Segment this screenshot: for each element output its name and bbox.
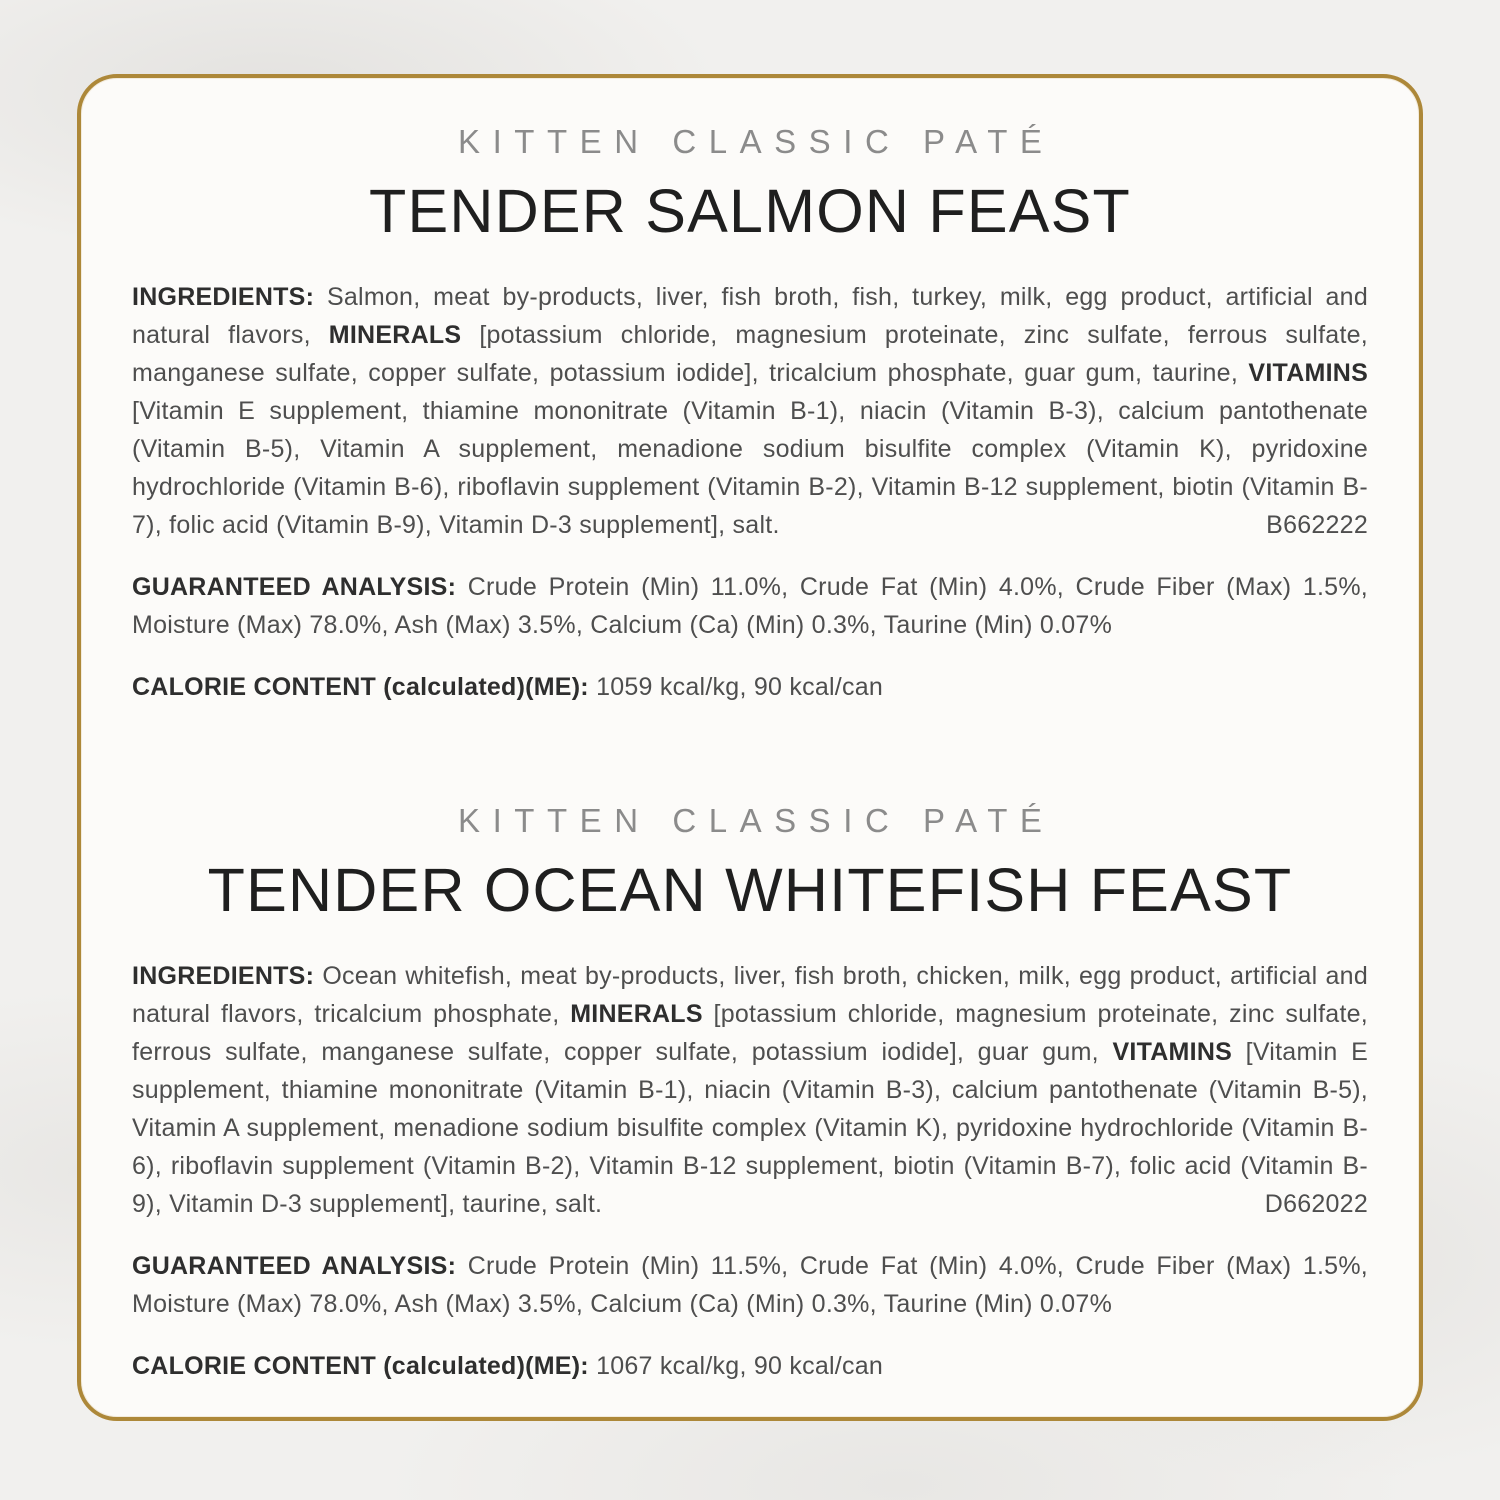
ingredients-paragraph xyxy=(132,278,1368,544)
calorie-content-text: CALORIE CONTENT (calculated)(ME): 1067 kcal/kg, 90 kcal/can xyxy=(132,1352,884,1380)
ingredients-text: INGREDIENTS: Ocean whitefish, meat by-products, liver, fish broth, chicken, milk, egg product, artificial and natural flavors, tricalcium phosphate, MINERALS [potassium chloride, magnesium proteinate, zinc sulfate, ferrous sulfate, manganese sulfate, copper sulfate, potassium iodide], guar gum, VITAMINS [Vitamin E supplement, thiamine mononitrate (Vitamin B-1), niacin (Vitamin B-3), calcium pantothenate (Vitamin B-5), Vitamin A supplement, menadione sodium bisulfite complex (Vitamin K), pyridoxine hydrochloride (Vitamin B-6), riboflavin supplement (Vitamin B-2), Vitamin B-12 supplement, biotin (Vitamin B-7), folic acid (Vitamin B-9), Vitamin D-3 supplement], taurine, salt. xyxy=(132,962,1368,1218)
guaranteed-analysis-paragraph xyxy=(132,1247,1368,1323)
guaranteed-analysis-paragraph xyxy=(132,568,1368,644)
batch-code: D662022 xyxy=(1264,1190,1368,1218)
ingredients-text: INGREDIENTS: Salmon, meat by-products, liver, fish broth, fish, turkey, milk, egg product, artificial and natural flavors, MINERALS [potassium chloride, magnesium proteinate, zinc sulfate, ferrous sulfate, manganese sulfate, copper sulfate, potassium iodide], tricalcium phosphate, guar gum, taurine, VITAMINS [Vitamin E supplement, thiamine mononitrate (Vitamin B-1), niacin (Vitamin B-3), calcium pantothenate (Vitamin B-5), Vitamin A supplement, menadione sodium bisulfite complex (Vitamin K), pyridoxine hydrochloride (Vitamin B-6), riboflavin supplement (Vitamin B-2), Vitamin B-12 supplement, biotin (Vitamin B-7), folic acid (Vitamin B-9), Vitamin D-3 supplement], salt. xyxy=(132,283,1368,539)
batch-code: B662222 xyxy=(1266,511,1368,539)
guaranteed-analysis-text: GUARANTEED ANALYSIS: Crude Protein (Min) 11.5%, Crude Fat (Min) 4.0%, Crude Fiber (Max) 1.5%, Moisture (Max) 78.0%, Ash (Max) 3.5%, Calcium (Ca) (Min) 0.3%, Taurine (Min) 0.07% xyxy=(132,1252,1368,1318)
product-section-whitefish xyxy=(132,801,1368,1385)
calorie-content-text: CALORIE CONTENT (calculated)(ME): 1059 kcal/kg, 90 kcal/can xyxy=(132,673,884,701)
product-title: TENDER SALMON FEAST xyxy=(368,177,1132,245)
product-line-kicker: KITTEN CLASSIC PATÉ xyxy=(458,123,1055,160)
guaranteed-analysis-text: GUARANTEED ANALYSIS: Crude Protein (Min) 11.0%, Crude Fat (Min) 4.0%, Crude Fiber (Max) 1.5%, Moisture (Max) 78.0%, Ash (Max) 3.5%, Calcium (Ca) (Min) 0.3%, Taurine (Min) 0.07% xyxy=(132,573,1368,639)
calorie-content-line xyxy=(132,668,1368,706)
product-title: TENDER OCEAN WHITEFISH FEAST xyxy=(207,856,1293,924)
label-card xyxy=(77,74,1423,1421)
calorie-content-line xyxy=(132,1347,1368,1385)
product-line-kicker: KITTEN CLASSIC PATÉ xyxy=(458,802,1055,839)
ingredients-paragraph xyxy=(132,957,1368,1223)
product-section-salmon xyxy=(132,122,1368,706)
